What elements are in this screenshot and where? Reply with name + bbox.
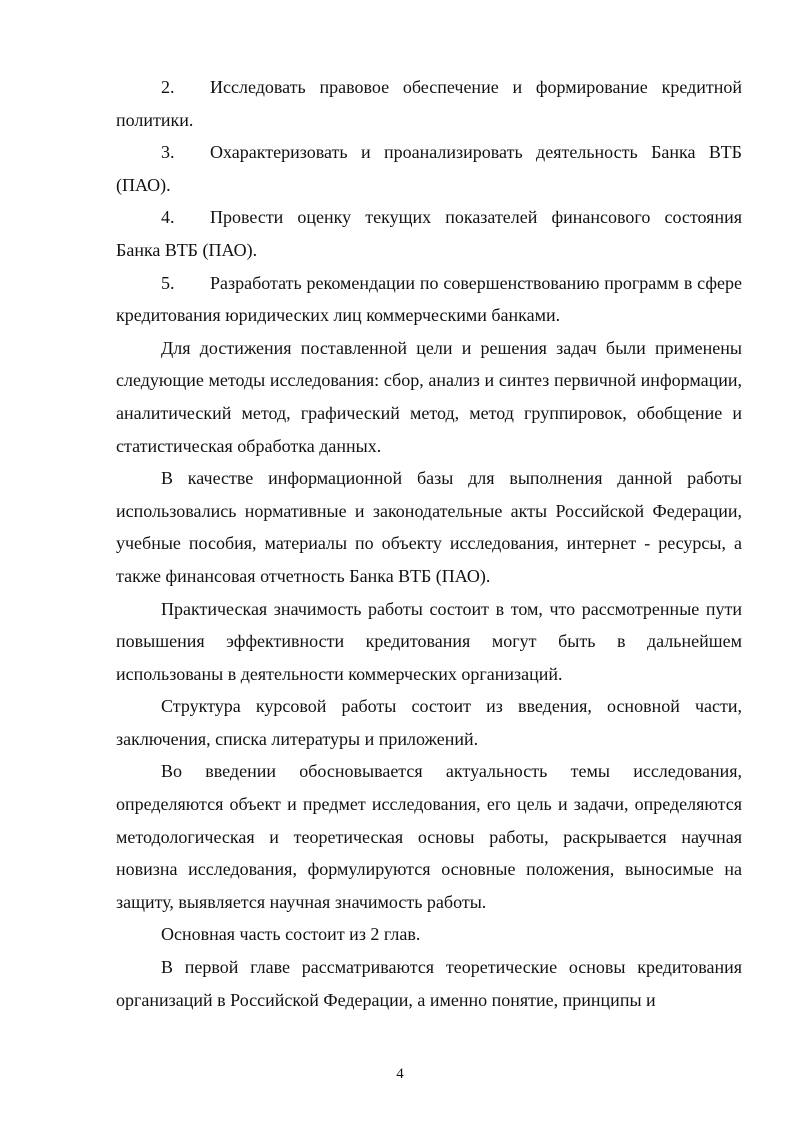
list-item-text: Охарактеризовать и проанализировать деятельность Банка ВТБ (ПАО). <box>116 142 742 195</box>
list-item-2 <box>116 71 742 136</box>
list-item-text: Исследовать правовое обеспечение и формирование кредитной политики. <box>116 77 742 130</box>
list-item-number: 3. <box>161 142 175 163</box>
paragraph-methods: Для достижения поставленной цели и решения задач были применены следующие методы исследования: сбор, анализ и синтез первичной информации, аналитический метод, графический метод, метод группировок, обобщение и статистическая обработка данных. <box>116 337 742 456</box>
paragraph-first-chapter: В первой главе рассматриваются теоретические основы кредитования организаций в Российской Федерации, а именно понятие, принципы и <box>116 957 742 1010</box>
list-item-text: Разработать рекомендации по совершенствованию программ в сфере кредитования юридических лиц коммерческими банками. <box>116 272 742 326</box>
list-item-3 <box>116 136 742 201</box>
list-item-4 <box>116 201 742 266</box>
paragraph-information-base: В качестве информационной базы для выполнения данной работы использовались нормативные и законодательные акты Российской Федерации, учебные пособия, материалы по объекту исследования, интернет - ресурсы, а также финансовая отчетность Банка ВТБ (ПАО). <box>116 468 742 586</box>
paragraph-introduction: Во введении обосновывается актуальность темы исследования, определяются объект и предмет исследования, его цель и задачи, определяются методологическая и теоретическая основы работы, раскрывается научная новизна исследования, формулируются основные положения, выносимые на защиту, выявляется научная значимость работы. <box>116 761 742 912</box>
paragraph-practical-significance: Практическая значимость работы состоит в том, что рассмотренные пути повышения эффективности кредитования могут быть в дальнейшем использованы в деятельности коммерческих организаций. <box>116 598 742 684</box>
list-item-5 <box>116 267 742 332</box>
list-item-number: 2. <box>161 77 175 97</box>
list-item-number: 5. <box>161 272 175 293</box>
page-number: 4 <box>396 1066 404 1082</box>
paragraph-main-part: Основная часть состоит из 2 глав. <box>161 924 421 945</box>
list-item-text: Провести оценку текущих показателей финансового состояния Банка ВТБ (ПАО). <box>116 207 742 260</box>
list-item-number: 4. <box>161 207 175 228</box>
document-body <box>116 71 742 1016</box>
paragraph-structure: Структура курсовой работы состоит из введения, основной части, заключения, списка литературы и приложений. <box>116 696 742 749</box>
